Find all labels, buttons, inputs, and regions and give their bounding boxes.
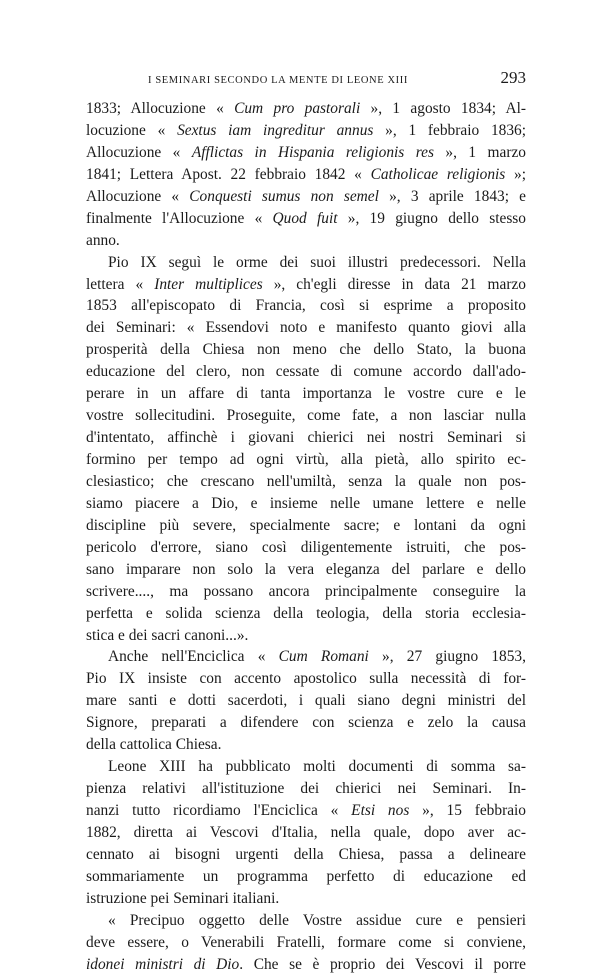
text-line: dei Seminari: « Essendovi noto e manifesto quanto giovi alla xyxy=(86,319,526,337)
text-line: istruzione pei Seminari italiani. xyxy=(86,889,280,907)
page-header xyxy=(86,58,526,98)
text-line: stica e dei sacri canoni...». xyxy=(86,626,249,644)
text-line: deve essere, o Venerabili Fratelli, formare come si conviene, xyxy=(86,933,526,951)
text-line: lettera « Inter multiplices », ch'egli diresse in data 21 marzo xyxy=(86,275,526,293)
text-line: « Precipuo oggetto delle Vostre assidue cure e pensieri xyxy=(108,911,526,929)
text-line: Pio IX insiste con accento apostolico sulla necessità di for- xyxy=(86,670,526,688)
text-line: formino per tempo ad ogni virtù, alla pietà, allo spirito ec- xyxy=(86,451,526,468)
text-line: cennato ai bisogni urgenti della Chiesa, passa a delineare xyxy=(86,845,526,863)
text-line: scrivere...., ma possano ancora principalmente conseguire la xyxy=(86,582,526,600)
text-line: mare santi e dotti sacerdoti, i quali siano degni ministri del xyxy=(86,692,526,710)
text-line: 1833; Allocuzione « Cum pro pastorali », 1 agosto 1834; Al- xyxy=(86,100,526,117)
text-line: sommariamente un programma perfetto di educazione ed xyxy=(86,867,526,885)
text-line: educazione del clero, non cessate di comune accordo dall'ado- xyxy=(86,363,526,381)
text-line: perare in un affare di tanta importanza le vostre cure e le xyxy=(86,385,526,403)
text-line: anno. xyxy=(86,231,120,249)
text-line: sano imparare non solo la vera eleganza del parlare e dello xyxy=(86,560,526,578)
body-text xyxy=(86,98,526,976)
text-line: Anche nell'Enciclica « Cum Romani », 27 giugno 1853, xyxy=(108,648,526,666)
text-line: vostre sollecitudini. Proseguite, come fate, a non lasciar nulla xyxy=(86,407,526,425)
running-title: I SEMINARI SECONDO LA MENTE DI LEONE XIII xyxy=(148,75,408,86)
text-line: nanzi tutto ricordiamo l'Enciclica « Etsi nos », 15 febbraio xyxy=(86,802,526,819)
text-line: 1841; Lettera Apost. 22 febbraio 1842 « Catholicae religionis »; xyxy=(86,165,526,183)
text-line: pericolo d'errore, siano così diligentemente istruiti, che pos- xyxy=(86,538,526,556)
page-number: 293 xyxy=(500,68,526,87)
text-line: Allocuzione « Conquesti sumus non semel », 3 aprile 1843; e xyxy=(86,187,526,205)
text-line: Signore, preparati a difendere con scienza e zelo la causa xyxy=(86,714,526,732)
text-line: della cattolica Chiesa. xyxy=(86,736,222,754)
text-line: Leone XIII ha pubblicato molti documenti di somma sa- xyxy=(108,758,526,776)
text-line: clesiastico; che crescano nell'umiltà, senza la quale non pos- xyxy=(86,472,526,490)
text-line: idonei ministri di Dio. Che se è proprio dei Vescovi il porre xyxy=(86,955,526,973)
text-line: discipline più severe, specialmente sacre; e lontani da ogni xyxy=(86,516,526,534)
text-line: perfetta e solida scienza della teologia, della storia ecclesia- xyxy=(86,604,526,622)
text-line: pienza relativi all'istituzione dei chierici nei Seminari. In- xyxy=(86,780,526,798)
text-line: Allocuzione « Afflictas in Hispania religionis res », 1 marzo xyxy=(86,143,526,161)
text-line: locuzione « Sextus iam ingreditur annus », 1 febbraio 1836; xyxy=(86,121,526,139)
text-line: siamo piacere a Dio, e insieme nelle umane lettere e nelle xyxy=(86,494,526,512)
text-line: d'intentato, affinchè i giovani chierici nei nostri Seminari si xyxy=(86,429,526,447)
text-line: finalmente l'Allocuzione « Quod fuit », 19 giugno dello stesso xyxy=(86,209,526,227)
text-line: Pio IX seguì le orme dei suoi illustri predecessori. Nella xyxy=(108,253,526,271)
text-line: 1853 all'episcopato di Francia, così si esprime a proposito xyxy=(86,297,526,315)
text-line: prosperità della Chiesa non meno che dello Stato, la buona xyxy=(86,341,526,359)
text-line: 1882, diretta ai Vescovi d'Italia, nella quale, dopo aver ac- xyxy=(86,823,526,841)
